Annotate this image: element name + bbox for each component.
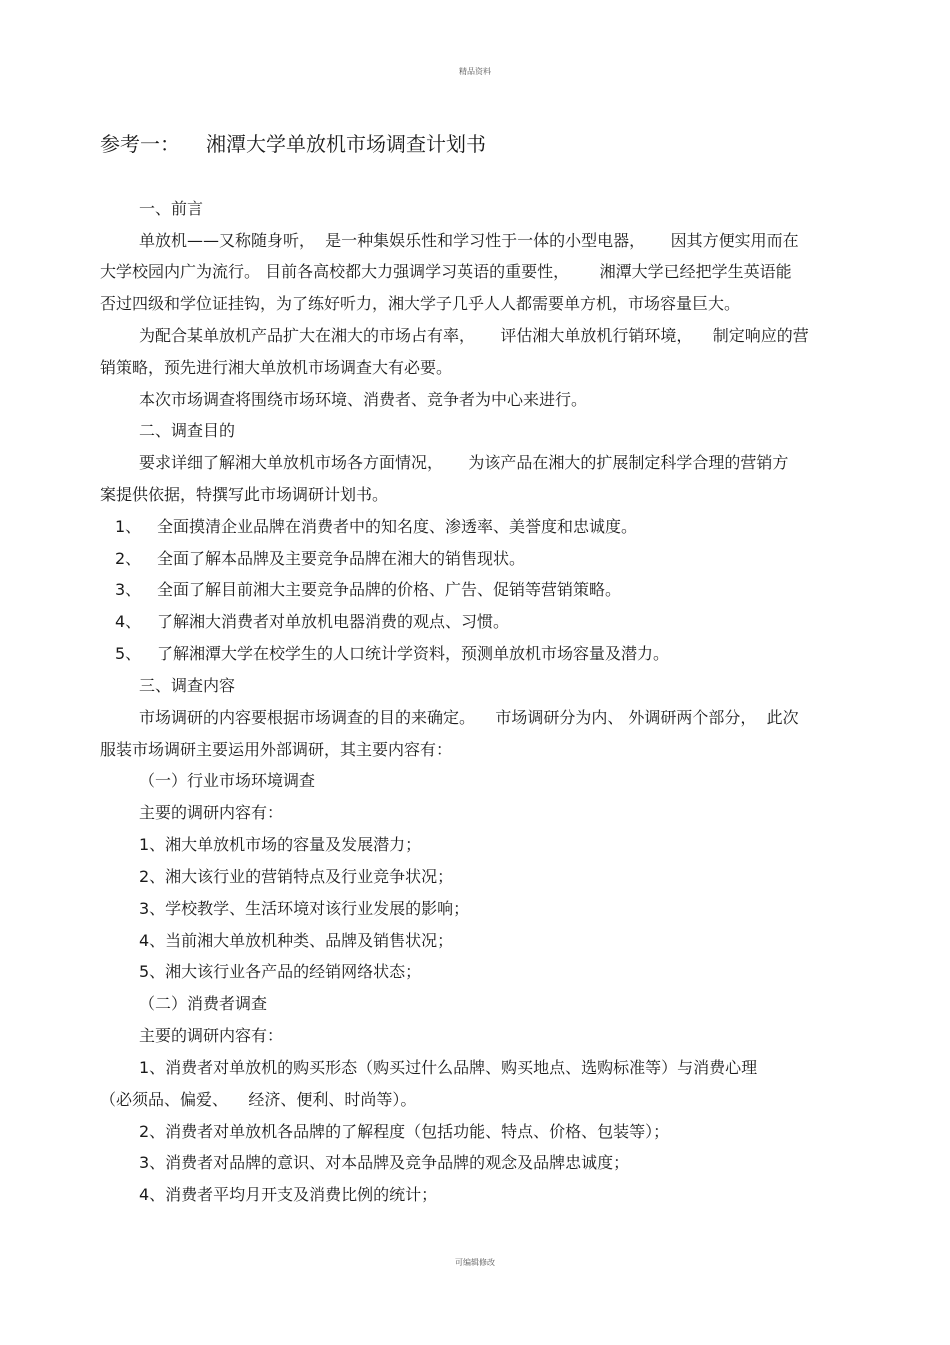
list-number: 3、 [115, 580, 142, 599]
subsection-heading: （二）消费者调查 [139, 994, 268, 1013]
paragraph-line: （必须品、偏爱、 经济、便利、时尚等）。 [100, 1090, 417, 1109]
paragraph-line: 本次市场调查将围绕市场环境、消费者、竞争者为中心来进行。 [139, 390, 588, 409]
list-text: 了解湘潭大学在校学生的人口统计学资料，预测单放机市场容量及潜力。 [157, 644, 670, 663]
paragraph-line: 否过四级和学位证挂钩，为了练好听力，湘大学子几乎人人都需要单方机，市场容量巨大。 [100, 294, 741, 313]
list-item [115, 580, 621, 600]
list-number: 1、 [115, 517, 142, 536]
paragraph-line: 主要的调研内容有： [139, 1026, 284, 1045]
paragraph-line: 单放机——又称随身听， 是一种集娱乐性和学习性于一体的小型电器， 因其方便实用而在 [139, 231, 799, 250]
title-text: 湘潭大学单放机市场调查计划书 [206, 132, 486, 156]
list-item [115, 644, 669, 664]
list-number: 5、 [115, 644, 142, 663]
page-header: 精品资料 [459, 67, 491, 76]
list-number: 2、 [115, 549, 142, 568]
paragraph-line: 4、当前湘大单放机种类、品牌及销售状况； [139, 931, 454, 950]
section-heading: 二、调查目的 [139, 421, 236, 440]
list-text: 全面了解本品牌及主要竞争品牌在湘大的销售现状。 [157, 549, 526, 568]
list-item [115, 549, 525, 569]
list-item [115, 517, 637, 537]
page-footer: 可编辑修改 [455, 1258, 495, 1267]
paragraph-line: 1、消费者对单放机的购买形态（购买过什么品牌、购买地点、选购标准等）与消费心理 [139, 1058, 758, 1077]
paragraph-line: 3、消费者对品牌的意识、对本品牌及竞争品牌的观念及品牌忠诚度； [139, 1153, 630, 1172]
section-heading: 三、调查内容 [139, 676, 236, 695]
paragraph-line: 为配合某单放机产品扩大在湘大的市场占有率， 评估湘大单放机行销环境， 制定响应的营 [139, 326, 809, 345]
paragraph-line: 大学校园内广为流行。 目前各高校都大力强调学习英语的重要性， 湘潭大学已经把学生英语能 [100, 262, 792, 281]
paragraph-line: 2、湘大该行业的营销特点及行业竞争状况； [139, 867, 454, 886]
paragraph-line: 1、湘大单放机市场的容量及发展潜力； [139, 835, 422, 854]
paragraph-line: 市场调研的内容要根据市场调查的目的来确定。 市场调研分为内、 外调研两个部分， 此次 [139, 708, 799, 727]
paragraph-line: 2、消费者对单放机各品牌的了解程度（包括功能、特点、价格、包装等）； [139, 1122, 670, 1141]
section-heading: 一、前言 [139, 199, 204, 218]
subsection-heading: （一）行业市场环境调查 [139, 771, 316, 790]
title-prefix: 参考一： [100, 132, 180, 156]
paragraph-line: 服装市场调研主要运用外部调研，其主要内容有： [100, 740, 453, 759]
paragraph-line: 3、学校教学、生活环境对该行业发展的影响； [139, 899, 470, 918]
list-text: 了解湘大消费者对单放机电器消费的观点、习惯。 [157, 612, 510, 631]
paragraph-line: 5、湘大该行业各产品的经销网络状态； [139, 962, 422, 981]
paragraph-line: 4、消费者平均月开支及消费比例的统计； [139, 1185, 438, 1204]
list-item [115, 612, 509, 632]
paragraph-line: 案提供依据，特撰写此市场调研计划书。 [100, 485, 389, 504]
paragraph-line: 销策略，预先进行湘大单放机市场调查大有必要。 [100, 358, 453, 377]
paragraph-line: 要求详细了解湘大单放机市场各方面情况， 为该产品在湘大的扩展制定科学合理的营销方 [139, 453, 789, 472]
paragraph-line: 主要的调研内容有： [139, 803, 284, 822]
list-text: 全面了解目前湘大主要竞争品牌的价格、广告、促销等营销策略。 [157, 580, 622, 599]
list-number: 4、 [115, 612, 142, 631]
list-text: 全面摸清企业品牌在消费者中的知名度、渗透率、美誉度和忠诚度。 [157, 517, 638, 536]
document-title [100, 128, 486, 157]
